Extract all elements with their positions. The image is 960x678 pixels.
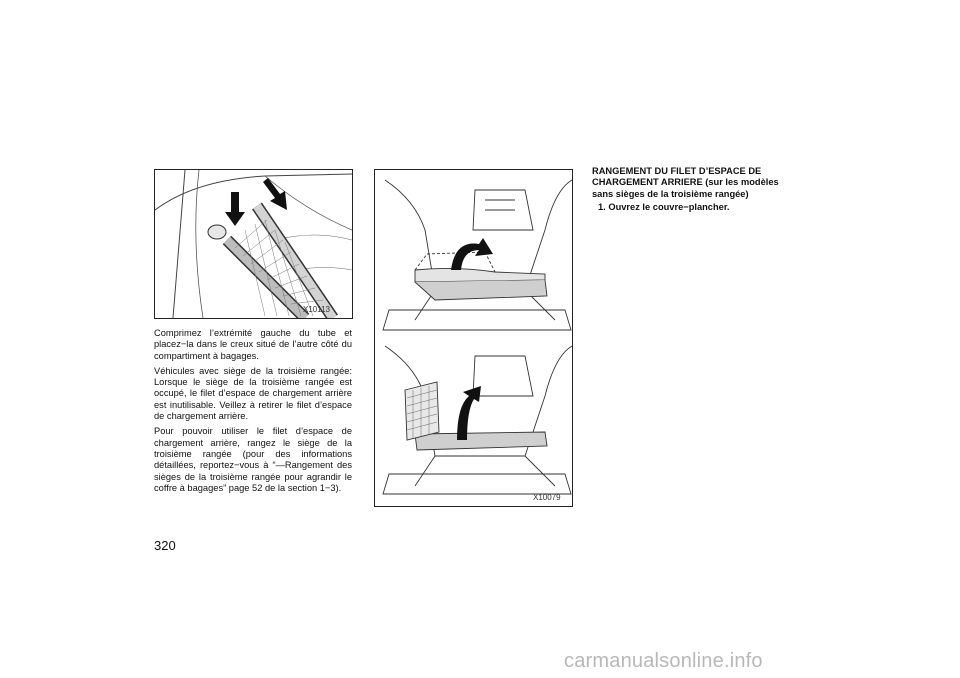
step-1: 1. Ouvrez le couvre−plancher. xyxy=(598,201,730,212)
figure-code-left: X10113 xyxy=(303,305,330,314)
paragraph-2: Véhicules avec siège de la troisième rangée: Lorsque le siège de la troisième rangée est occupé, le filet d’espace de chargement arrière est inutilisable. Veillez à retirer le filet d’espace de chargement arrière. xyxy=(154,365,352,422)
right-text-column xyxy=(592,166,802,213)
watermark: carmanualsonline.info xyxy=(564,650,763,672)
section-heading: RANGEMENT DU FILET D’ESPACE DE CHARGEMENT ARRIERE (sur les modèles sans sièges de la troisième rangée) xyxy=(592,166,779,199)
paragraph-1: Comprimez l’extrémité gauche du tube et placez−la dans le creux situé de l’autre côté du compartiment à bagages. xyxy=(154,328,352,361)
page-number: 320 xyxy=(154,538,176,553)
paragraph-3: Pour pouvoir utiliser le filet d’espace de chargement arrière, rangez le siège de la troisième rangée (pour des informations détaillées, reportez−vous à “—Rangement des sièges de la troisième rangée pour agrandir le coffre à bagages” page 52 de la section 1−3). xyxy=(154,426,352,493)
net-tube-illustration xyxy=(154,169,353,319)
left-text-column xyxy=(154,328,352,498)
figure-code-right: X10079 xyxy=(533,493,561,502)
floor-cover-folded-scene xyxy=(383,346,572,494)
cargo-floor-illustration xyxy=(374,169,573,507)
